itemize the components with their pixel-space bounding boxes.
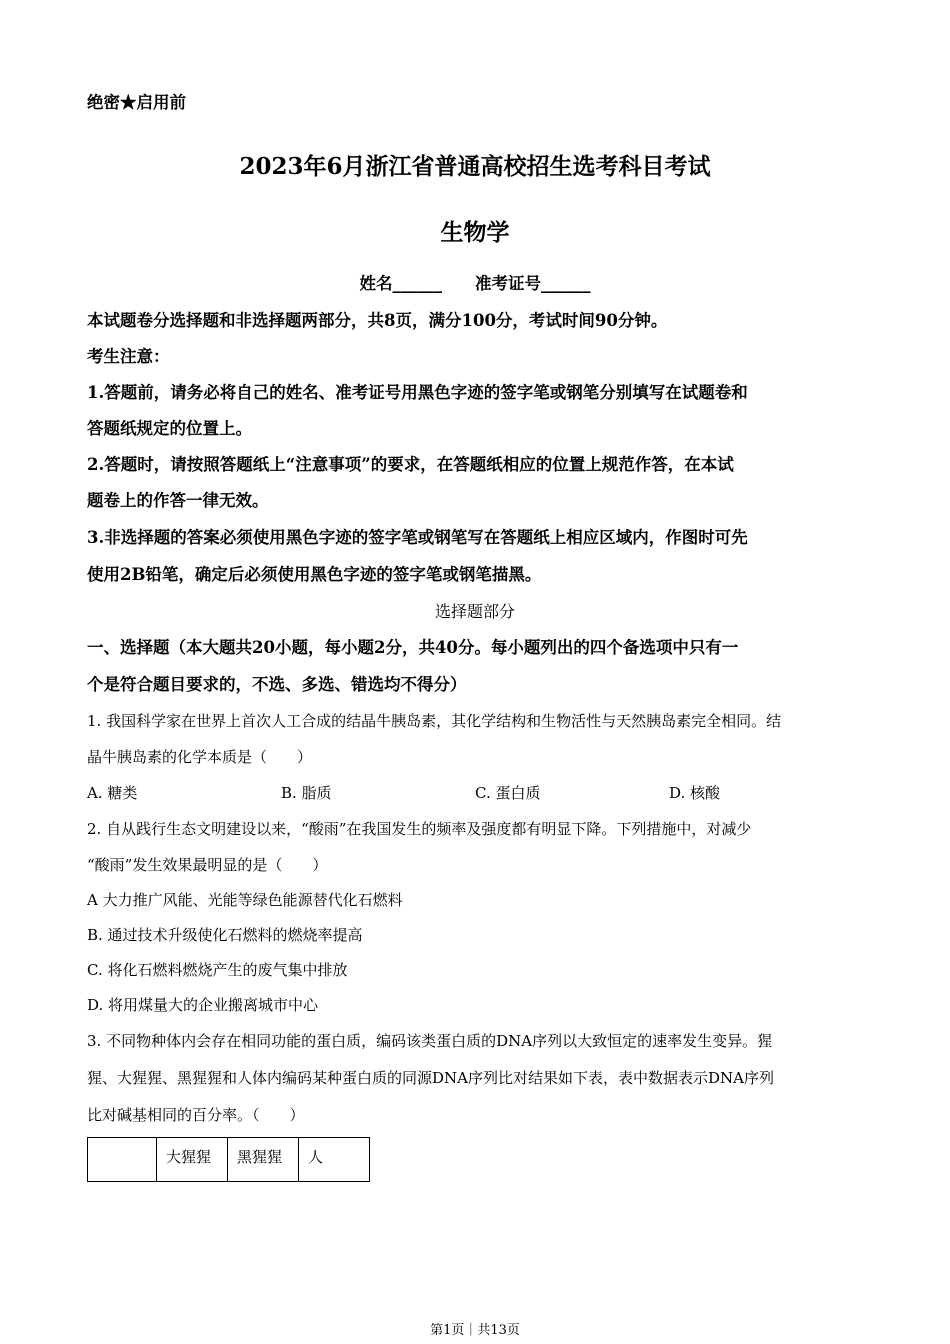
q1-option-b: B. 脂质 <box>281 784 332 802</box>
q2-option-d: D. 将用煤量大的企业搬离城市中心 <box>87 996 319 1014</box>
notice-item: 使用2B铅笔，确定后必须使用黑色字迹的签字笔或钢笔描黑。 <box>87 565 542 584</box>
table-header-cell: 人 <box>299 1138 370 1182</box>
notice-item: 1.答题前，请务必将自己的姓名、准考证号用黑色字迹的签字笔或钢笔分别填写在试题卷和 <box>87 383 748 402</box>
notice-item: 2.答题时，请按照答题纸上“注意事项”的要求，在答题纸相应的位置上规范作答，在本试 <box>87 455 734 474</box>
intro-text: 本试题卷分选择题和非选择题两部分，共8页，满分100分，考试时间90分钟。 <box>87 311 668 330</box>
secret-label: 绝密★启用前 <box>87 93 186 112</box>
q3-stem: 比对碱基相同的百分率。（ ） <box>87 1106 305 1124</box>
q1-stem: 晶牛胰岛素的化学本质是（ ） <box>87 748 313 766</box>
exam-title: 2023年6月浙江省普通高校招生选考科目考试 <box>239 153 711 180</box>
q1-option-a: A. 糖类 <box>87 784 138 802</box>
q2-stem: “酸雨”发生效果最明显的是（ ） <box>87 856 328 874</box>
q3-stem: 猩、大猩猩、黑猩猩和人体内编码某种蛋白质的同源DNA序列比对结果如下表，表中数据表示DNA序列 <box>87 1069 774 1087</box>
section-heading: 选择题部分 <box>434 602 515 621</box>
table-row <box>88 1138 370 1182</box>
notice-item: 题卷上的作答一律无效。 <box>87 491 269 510</box>
q1-stem: 1. 我国科学家在世界上首次人工合成的结晶牛胰岛素，其化学结构和生物活性与天然胰岛素完全相同。结 <box>87 712 782 730</box>
notice-title: 考生注意： <box>87 347 170 366</box>
page-footer: 第1页｜共13页 <box>430 1323 520 1338</box>
q2-option-a: A 大力推广风能、光能等绿色能源替代化石燃料 <box>87 891 403 909</box>
part-title: 一、选择题（本大题共20小题，每小题2分，共40分。每小题列出的四个备选项中只有一 <box>87 638 739 657</box>
q2-option-c: C. 将化石燃料燃烧产生的废气集中排放 <box>87 961 348 979</box>
notice-item: 答题纸规定的位置上。 <box>87 419 252 438</box>
q2-stem: 2. 自从践行生态文明建设以来，“酸雨”在我国发生的频率及强度都有明显下降。下列措施中，对减少 <box>87 820 752 838</box>
dna-homology-table <box>87 1137 370 1182</box>
table-header-cell: 黑猩猩 <box>228 1138 299 1182</box>
part-title: 个是符合题目要求的，不选、多选、错选均不得分） <box>87 675 467 694</box>
candidate-fields: 姓名______ 准考证号______ <box>359 274 591 293</box>
table-header-cell: 大猩猩 <box>157 1138 228 1182</box>
q1-option-d: D. 核酸 <box>669 784 721 802</box>
q1-option-c: C. 蛋白质 <box>475 784 541 802</box>
notice-item: 3.非选择题的答案必须使用黑色字迹的签字笔或钢笔写在答题纸上相应区域内，作图时可先 <box>87 528 748 547</box>
table-header-cell <box>88 1138 157 1182</box>
q2-option-b: B. 通过技术升级使化石燃料的燃烧率提高 <box>87 926 363 944</box>
q3-stem: 3. 不同物种体内会存在相同功能的蛋白质，编码该类蛋白质的DNA序列以大致恒定的速率发生变异。猩 <box>87 1032 773 1050</box>
subject-title: 生物学 <box>440 219 510 246</box>
